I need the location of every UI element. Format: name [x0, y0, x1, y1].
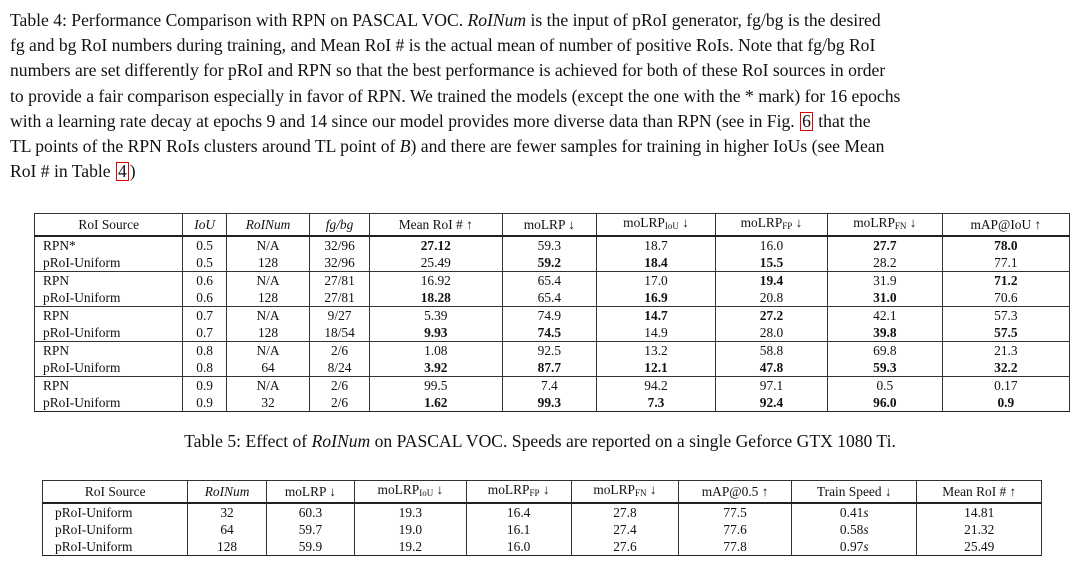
table-cell: 16.9	[597, 289, 716, 307]
table-row	[35, 272, 1070, 290]
table-row	[35, 307, 1070, 325]
table-cell: 128	[226, 254, 309, 272]
table-row	[43, 503, 1042, 521]
table-cell: 3.92	[369, 359, 502, 377]
table-cell: 92.5	[502, 342, 596, 360]
table-cell: 74.5	[502, 324, 596, 342]
column-header-label: fg/bg	[325, 217, 354, 232]
table-cell: 21.32	[917, 521, 1042, 538]
table-cell: 2/6	[310, 394, 370, 412]
table-cell: 77.6	[679, 521, 792, 538]
table-cell: 19.2	[355, 538, 466, 556]
table-cell: 9/27	[310, 307, 370, 325]
table-cell: 0.17	[942, 377, 1069, 395]
table-cell: 0.6	[183, 272, 226, 290]
unit-label: s	[863, 539, 869, 554]
table-cell: 65.4	[502, 289, 596, 307]
table-cell: 18.7	[597, 236, 716, 254]
table-cell: 28.2	[828, 254, 943, 272]
caption-text: to provide a fair comparison especially in favor of RPN. We trained the models (except the one with the * mark) for 16 epochs	[10, 85, 901, 106]
table-cell: 5.39	[369, 307, 502, 325]
table-cell: 16.1	[466, 521, 571, 538]
row-source-cell: RPN*	[35, 236, 183, 254]
column-header-label: mAP@0.5 ↑	[701, 484, 769, 499]
unit-label: s	[863, 505, 869, 520]
row-source-cell: pRoI-Uniform	[43, 538, 188, 556]
caption-text: with a learning rate decay at epochs 9 and 14 since our model provides more diverse data than RPN (see in Fig.	[10, 110, 800, 131]
table-cell: 32/96	[310, 254, 370, 272]
row-source-cell: pRoI-Uniform	[35, 359, 183, 377]
table-cell: 0.9	[183, 394, 226, 412]
caption-text: TL points of the RPN RoIs clusters around TL point of	[10, 136, 400, 157]
caption-reference-link[interactable]: 4	[117, 161, 127, 182]
table5-header-row	[43, 481, 1042, 504]
table-cell: 39.8	[828, 324, 943, 342]
caption5-text: on PASCAL VOC. Speeds are reported on a single Geforce GTX 1080 Ti.	[370, 431, 896, 451]
table-cell: 17.0	[597, 272, 716, 290]
row-source-cell: pRoI-Uniform	[35, 254, 183, 272]
table-row	[35, 342, 1070, 360]
column-header	[369, 214, 502, 237]
table-cell: N/A	[226, 307, 309, 325]
caption-text: that the	[813, 110, 871, 131]
table-cell: 87.7	[502, 359, 596, 377]
table-cell: 128	[188, 538, 266, 556]
row-source-cell: pRoI-Uniform	[35, 324, 183, 342]
row-source-cell: pRoI-Uniform	[43, 503, 188, 521]
table-cell: 0.8	[183, 342, 226, 360]
table-cell: 69.8	[828, 342, 943, 360]
caption-math: B	[399, 136, 411, 157]
caption-line	[10, 58, 1072, 83]
table-cell: 74.9	[502, 307, 596, 325]
table-cell: 59.3	[828, 359, 943, 377]
caption-math: RoINum	[467, 10, 527, 30]
table-cell: 31.9	[828, 272, 943, 290]
table-cell: 0.6	[183, 289, 226, 307]
table-cell: 42.1	[828, 307, 943, 325]
column-header-label: moLRP	[740, 215, 783, 230]
table-cell: 32.2	[942, 359, 1069, 377]
table-row	[35, 394, 1070, 412]
column-header-label: RoINum	[204, 484, 250, 499]
table-cell: 71.2	[942, 272, 1069, 290]
column-header	[942, 214, 1069, 237]
table-cell: 78.0	[942, 236, 1069, 254]
table-cell: 47.8	[715, 359, 827, 377]
table-cell: 64	[226, 359, 309, 377]
table-cell: 94.2	[597, 377, 716, 395]
table4	[34, 213, 1070, 412]
table-cell: 77.1	[942, 254, 1069, 272]
table-cell: 27/81	[310, 289, 370, 307]
column-header-arrow: ↓	[646, 482, 657, 497]
table-cell: 59.7	[266, 521, 355, 538]
column-header-label: RoINum	[245, 217, 291, 232]
column-header-label: Mean RoI # ↑	[942, 484, 1017, 499]
table-cell: 21.3	[942, 342, 1069, 360]
caption-text: fg and bg RoI numbers during training, and Mean RoI # is the actual mean of number of positive RoIs. Note that fg/bg RoI	[10, 35, 876, 56]
table-cell: 0.5	[828, 377, 943, 395]
table-cell: 27.4	[571, 521, 678, 538]
table-cell: 16.4	[466, 503, 571, 521]
table-cell: 20.8	[715, 289, 827, 307]
table-cell: N/A	[226, 272, 309, 290]
table-cell: 77.5	[679, 503, 792, 521]
table-row	[35, 377, 1070, 395]
table-cell: 15.5	[715, 254, 827, 272]
table-cell: 18/54	[310, 324, 370, 342]
column-header	[917, 481, 1042, 504]
column-header-label: moLRP ↓	[284, 484, 337, 499]
column-header	[266, 481, 355, 504]
table-cell: 2/6	[310, 342, 370, 360]
table-cell: 0.58s	[792, 521, 917, 538]
column-header-label: moLRP	[593, 482, 635, 497]
table5	[42, 480, 1042, 556]
table-cell: 0.5	[183, 236, 226, 254]
table-cell: 27.8	[571, 503, 678, 521]
table-cell: 14.7	[597, 307, 716, 325]
table-cell: 65.4	[502, 272, 596, 290]
table-cell: 0.8	[183, 359, 226, 377]
table-cell: 64	[188, 521, 266, 538]
table-cell: 99.3	[502, 394, 596, 412]
table-row	[43, 538, 1042, 556]
column-header-subscript: FP	[782, 221, 793, 231]
table-cell: 58.8	[715, 342, 827, 360]
caption-line	[10, 8, 1072, 33]
table-cell: N/A	[226, 342, 309, 360]
caption-line	[10, 159, 1072, 184]
table-cell: 18.4	[597, 254, 716, 272]
table-row	[35, 324, 1070, 342]
table-cell: 0.9	[942, 394, 1069, 412]
table-cell: 1.08	[369, 342, 502, 360]
table-cell: 16.0	[466, 538, 571, 556]
table-cell: 28.0	[715, 324, 827, 342]
table5-caption	[0, 431, 1080, 452]
column-header	[679, 481, 792, 504]
column-header	[310, 214, 370, 237]
caption-text: )	[129, 161, 136, 182]
table-cell: 32	[226, 394, 309, 412]
column-header-label: moLRP ↓	[523, 217, 575, 232]
row-source-cell: RPN	[35, 272, 183, 290]
column-header-label: moLRP	[377, 482, 420, 497]
caption-text: Table 4: Performance Comparison with RPN on PASCAL VOC.	[10, 10, 468, 30]
caption5-text: Table 5: Effect of	[184, 431, 312, 451]
column-header	[43, 481, 188, 504]
table-cell: 19.3	[355, 503, 466, 521]
table-cell: 7.3	[597, 394, 716, 412]
table-cell: 60.3	[266, 503, 355, 521]
table-cell: 32/96	[310, 236, 370, 254]
table-cell: 59.2	[502, 254, 596, 272]
table-cell: 13.2	[597, 342, 716, 360]
column-header-label: IoU	[194, 217, 216, 232]
column-header-label: moLRP	[487, 482, 530, 497]
table-cell: 9.93	[369, 324, 502, 342]
table-cell: 32	[188, 503, 266, 521]
table4-caption	[10, 8, 1072, 184]
table-row	[43, 521, 1042, 538]
row-source-cell: RPN	[35, 307, 183, 325]
table-cell: 27.6	[571, 538, 678, 556]
column-header-label: RoI Source	[84, 484, 146, 499]
caption-line	[10, 33, 1072, 58]
table-cell: 19.0	[355, 521, 466, 538]
table-cell: 70.6	[942, 289, 1069, 307]
table-cell: 18.28	[369, 289, 502, 307]
table-row	[35, 359, 1070, 377]
table-cell: 16.0	[715, 236, 827, 254]
table-cell: 19.4	[715, 272, 827, 290]
table-cell: 0.7	[183, 324, 226, 342]
table-cell: 7.4	[502, 377, 596, 395]
table4-header-row	[35, 214, 1070, 237]
table-cell: 97.1	[715, 377, 827, 395]
column-header-label: Train Speed ↓	[816, 484, 892, 499]
row-source-cell: pRoI-Uniform	[43, 521, 188, 538]
table-cell: 77.8	[679, 538, 792, 556]
table-row	[35, 289, 1070, 307]
row-source-cell: RPN	[35, 377, 183, 395]
column-header-subscript: IoU	[419, 488, 434, 498]
table-cell: 128	[226, 289, 309, 307]
column-header-subscript: FN	[894, 221, 907, 231]
table-row	[35, 236, 1070, 254]
caption-text: is the input of pRoI generator, fg/bg is the desired	[526, 10, 881, 30]
column-header	[571, 481, 678, 504]
column-header	[597, 214, 716, 237]
column-header	[466, 481, 571, 504]
table-cell: 59.9	[266, 538, 355, 556]
column-header	[355, 481, 466, 504]
table-cell: 57.3	[942, 307, 1069, 325]
caption-reference-link[interactable]: 6	[802, 110, 811, 131]
table-cell: 27.12	[369, 236, 502, 254]
table-cell: 96.0	[828, 394, 943, 412]
table-cell: 27.7	[828, 236, 943, 254]
unit-label: s	[863, 522, 869, 537]
table-cell: 31.0	[828, 289, 943, 307]
column-header	[188, 481, 266, 504]
column-header-arrow: ↓	[539, 482, 550, 497]
table-cell: 25.49	[917, 538, 1042, 556]
row-source-cell: RPN	[35, 342, 183, 360]
column-header	[792, 481, 917, 504]
caption-line	[10, 134, 1072, 159]
caption5-math: RoINum	[311, 431, 371, 451]
table-cell: 27/81	[310, 272, 370, 290]
column-header	[502, 214, 596, 237]
table-cell: 0.97s	[792, 538, 917, 556]
caption-line	[10, 84, 1072, 109]
table-cell: 99.5	[369, 377, 502, 395]
table-cell: 14.9	[597, 324, 716, 342]
table-cell: N/A	[226, 236, 309, 254]
column-header	[715, 214, 827, 237]
column-header-arrow: ↓	[792, 215, 803, 230]
table-cell: 12.1	[597, 359, 716, 377]
table-cell: 14.81	[917, 503, 1042, 521]
table-cell: 0.41s	[792, 503, 917, 521]
column-header-subscript: FN	[634, 488, 647, 498]
table-cell: 0.7	[183, 307, 226, 325]
table-cell: 25.49	[369, 254, 502, 272]
table-cell: 57.5	[942, 324, 1069, 342]
column-header-arrow: ↓	[433, 482, 444, 497]
column-header-label: Mean RoI # ↑	[398, 217, 473, 232]
table-cell: N/A	[226, 377, 309, 395]
row-source-cell: pRoI-Uniform	[35, 289, 183, 307]
row-source-cell: pRoI-Uniform	[35, 394, 183, 412]
table-row	[35, 254, 1070, 272]
column-header	[35, 214, 183, 237]
table-cell: 59.3	[502, 236, 596, 254]
table-cell: 16.92	[369, 272, 502, 290]
table-cell: 27.2	[715, 307, 827, 325]
table-cell: 1.62	[369, 394, 502, 412]
column-header-label: moLRP	[623, 215, 665, 230]
table-cell: 0.9	[183, 377, 226, 395]
column-header-label: moLRP	[853, 215, 895, 230]
column-header	[828, 214, 943, 237]
column-header-label: mAP@IoU ↑	[970, 217, 1042, 232]
column-header-subscript: IoU	[664, 221, 679, 231]
caption-text: numbers are set differently for pRoI and RPN so that the best performance is achieved for both of these RoI sources in order	[10, 60, 886, 81]
table-cell: 128	[226, 324, 309, 342]
column-header-arrow: ↓	[906, 215, 917, 230]
table-cell: 92.4	[715, 394, 827, 412]
column-header-label: RoI Source	[78, 217, 140, 232]
table-cell: 8/24	[310, 359, 370, 377]
caption-line	[10, 109, 1072, 134]
column-header-arrow: ↓	[678, 215, 689, 230]
table-cell: 0.5	[183, 254, 226, 272]
column-header	[183, 214, 226, 237]
column-header-subscript: FP	[529, 488, 540, 498]
column-header	[226, 214, 309, 237]
caption-text: ) and there are fewer samples for training in higher IoUs (see Mean	[410, 136, 885, 157]
table-cell: 2/6	[310, 377, 370, 395]
caption-text: RoI # in Table	[10, 161, 115, 182]
